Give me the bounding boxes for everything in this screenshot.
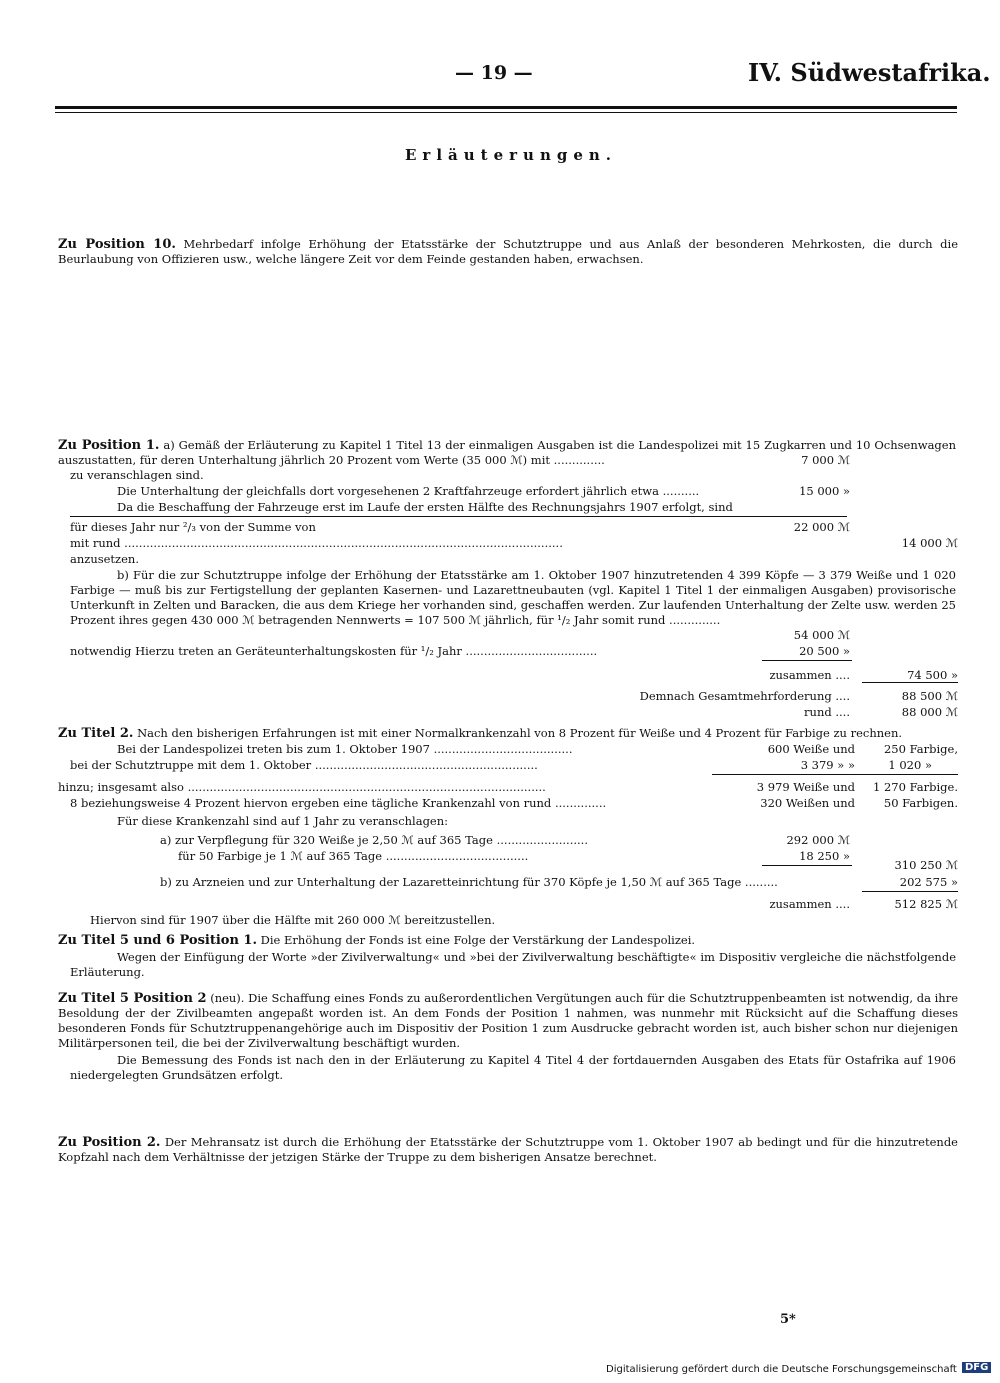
text-titel-5-position-2-b: Die Bemessung des Fonds ist nach den in der Erläuterung zu Kapitel 4 Titel 4 der fortdauernden Ausgaben des Etats für Ostafrika auf 1906 niedergelegten Grundsätzen erfolgt. — [70, 1053, 956, 1082]
value-t5b: 50 Farbigen. — [883, 796, 958, 810]
paragraph-position-10 — [58, 237, 958, 267]
label-rund: rund .... — [804, 705, 850, 719]
header-rule-thin — [55, 112, 957, 113]
page-title: Erläuterungen. — [405, 146, 618, 164]
signature-mark: 5* — [780, 1312, 796, 1327]
value-zusammen-1: 74 500 » — [907, 668, 958, 682]
paragraph-titel-5-und-6-b — [70, 950, 956, 980]
text-a1b: zu veranschlagen sind. — [70, 468, 204, 482]
paragraph-position-1-b — [70, 568, 956, 628]
footer-text: Digitalisierung gefördert durch die Deutsche Forschungsgemeinschaft — [606, 1364, 957, 1375]
value-t8: 18 250 » — [799, 849, 850, 863]
rule-b2 — [762, 660, 852, 661]
heading-titel-5-position-2: Zu Titel 5 Position 2 — [58, 991, 207, 1006]
value-b2: 20 500 » — [799, 644, 850, 658]
heading-position-10: Zu Position 10. — [58, 237, 176, 252]
value-a4: 22 000 ℳ — [793, 520, 850, 534]
page-number: — 19 — — [455, 62, 533, 84]
header-rule-thick — [55, 106, 957, 109]
text-titel-5-und-6-b: Wegen der Einfügung der Worte »der Zivilverwaltung« und »bei der Zivilverwaltung beschäftigte« im Dispositiv vergleiche die nächstfolgende Erläuterung. — [70, 950, 956, 979]
text-a6: anzusetzen. — [70, 552, 139, 566]
text-neu: (neu). — [210, 991, 245, 1005]
heading-titel-2: Zu Titel 2. — [58, 726, 134, 741]
value-t3b: 1 020 » — [888, 758, 932, 772]
value-a1: 7 000 ℳ — [801, 453, 850, 467]
paragraph-titel-5-position-2 — [58, 991, 958, 1051]
rule-t9 — [862, 891, 958, 892]
value-t4b: 1 270 Farbige. — [873, 780, 958, 794]
heading-position-1: Zu Position 1. — [58, 438, 160, 453]
text-b2: notwendig Hierzu treten an Geräteunterhaltungskosten für ¹/₂ Jahr .................................... — [70, 644, 598, 658]
text-titel-2: Nach den bisherigen Erfahrungen ist mit einer Normalkrankenzahl von 8 Prozent für Weiße und 4 Prozent für Farbige zu rechnen. — [137, 726, 903, 740]
rule-zusammen-1 — [862, 682, 958, 683]
rule-a3 — [70, 516, 847, 517]
value-t7: 292 000 ℳ — [786, 833, 850, 847]
text-t3: bei der Schutztruppe mit dem 1. Oktober ............................................................. — [70, 758, 538, 772]
value-gesamtmehrforderung: 88 500 ℳ — [901, 689, 958, 703]
text-t9: b) zu Arzneien und zur Unterhaltung der Lazaretteinrichtung für 370 Köpfe je 1,50 ℳ auf 365 Tage ......... — [160, 875, 778, 889]
text-position-10: Mehrbedarf infolge Erhöhung der Etatsstärke der Schutztruppe und aus Anlaß der besonderen Mehrkosten, die durch die Beurlaubung von Offizieren usw., welche längere Zeit vor dem Feinde gestanden haben, erwachsen. — [58, 237, 959, 266]
value-zusammen-2: 512 825 ℳ — [894, 897, 958, 911]
text-a4: für dieses Jahr nur ²/₃ von der Summe von — [70, 520, 316, 534]
value-t2a: 600 Weiße und — [767, 742, 855, 756]
value-t8-sum: 310 250 ℳ — [894, 858, 958, 872]
text-t6: Für diese Krankenzahl sind auf 1 Jahr zu veranschlagen: — [117, 814, 449, 828]
value-t3a: 3 379 » » — [800, 758, 855, 772]
value-t5a: 320 Weißen und — [760, 796, 855, 810]
label-zusammen-1: zusammen .... — [769, 668, 850, 682]
dfg-logo: DFG — [962, 1362, 991, 1373]
paragraph-titel-5-und-6 — [58, 933, 958, 948]
value-t4a: 3 979 Weiße und — [756, 780, 855, 794]
label-gesamtmehrforderung: Demnach Gesamtmehrforderung .... — [639, 689, 850, 703]
text-t8: für 50 Farbige je 1 ℳ auf 365 Tage ....................................... — [178, 849, 529, 863]
text-t2: Bei der Landespolizei treten bis zum 1. Oktober 1907 ...................................... — [117, 742, 573, 756]
text-t5: 8 beziehungsweise 4 Prozent hiervon ergeben eine tägliche Krankenzahl von rund .............. — [70, 796, 607, 810]
heading-titel-5-und-6: Zu Titel 5 und 6 Position 1. — [58, 933, 257, 948]
value-t9: 202 575 » — [899, 875, 958, 889]
heading-position-2: Zu Position 2. — [58, 1135, 161, 1150]
text-t7: a) zur Verpflegung für 320 Weiße je 2,50 ℳ auf 365 Tage ......................... — [160, 833, 588, 847]
paragraph-titel-5-position-2-b — [70, 1053, 956, 1083]
rule-t3 — [712, 774, 958, 775]
paragraph-position-2 — [58, 1135, 958, 1165]
paragraph-titel-2 — [58, 726, 958, 741]
text-position-1-b: b) Für die zur Schutztruppe infolge der Erhöhung der Etatsstärke am 1. Oktober 1907 hinzutretenden 4 399 Köpfe — 3 379 Weiße und 1 020 Farbige — muß bis zur Fertigstellung der geplanten Kasernen- und Lazarettneubauten (vgl. Kapitel 1 Titel 1 der einmaligen Ausgaben) provisorische Unterkunft in Zelten und Baracken, die aus dem Kriege her vorhanden sind, geschaffen werden. Zur laufenden Unterhaltung der Zelte usw. werden 25 Prozent ihres gegen 430 000 ℳ betragenden Nennwerts = 107 500 ℳ jährlich, für ¹/₂ Jahr somit rund .............. — [70, 568, 956, 627]
text-titel-5-position-2: Die Schaffung eines Fonds zu außerordentlichen Vergütungen auch für die Schutztruppenbeamten ist notwendig, da ihre Besoldung der der Zivilbeamten angepaßt worden ist. An dem Fonds der Position 1 nahmen, was nunmehr mit Rücksicht auf die Schaffung dieses besonderen Fonds für Schutztruppenangehörige auch im Dispositiv der Position 1 zum Ausdrucke gebracht worden ist, auch bisher schon nur diejenigen Militärpersonen teil, die bei der Zivilverwaltung beschäftigt wurden. — [58, 991, 958, 1050]
text-t4: hinzu; insgesamt also .................................................................................................. — [58, 780, 546, 794]
value-t2b: 250 Farbige, — [883, 742, 958, 756]
text-position-1-a: a) Gemäß der Erläuterung zu Kapitel 1 Titel 13 der einmaligen Ausgaben ist die Landespolizei mit 15 Zugkarren und 10 Ochsenwagen auszustatten, für deren Unterhaltung jährlich 20 Prozent vom Werte (35 000 ℳ) mit .............. — [58, 438, 957, 467]
label-zusammen-2: zusammen .... — [769, 897, 850, 911]
text-t10: Hiervon sind für 1907 über die Hälfte mit 260 000 ℳ bereitzustellen. — [90, 913, 496, 927]
text-position-2: Der Mehransatz ist durch die Erhöhung der Etatsstärke der Schutztruppe vom 1. Oktober 1907 ab bedingt und für die hinzutretende Kopfzahl nach dem Verhältnisse der jetzigen Stärke der Truppe zu dem bisherigen Ansatze berechnet. — [58, 1135, 958, 1164]
section-title: IV. Südwestafrika. — [748, 58, 991, 87]
text-a2: Die Unterhaltung der gleichfalls dort vorgesehenen 2 Kraftfahrzeuge erfordert jährlich etwa .......... — [117, 484, 700, 498]
value-a5: 14 000 ℳ — [901, 536, 958, 550]
value-b1: 54 000 ℳ — [793, 628, 850, 642]
text-titel-5-und-6: Die Erhöhung der Fonds ist eine Folge der Verstärkung der Landespolizei. — [260, 933, 696, 947]
value-a2: 15 000 » — [799, 484, 850, 498]
text-a3: Da die Beschaffung der Fahrzeuge erst im Laufe der ersten Hälfte des Rechnungsjahrs 1907 erfolgt, sind — [117, 500, 733, 514]
value-rund: 88 000 ℳ — [901, 705, 958, 719]
text-a5: mit rund ........................................................................................................................ — [70, 536, 563, 550]
rule-t8 — [762, 865, 852, 866]
